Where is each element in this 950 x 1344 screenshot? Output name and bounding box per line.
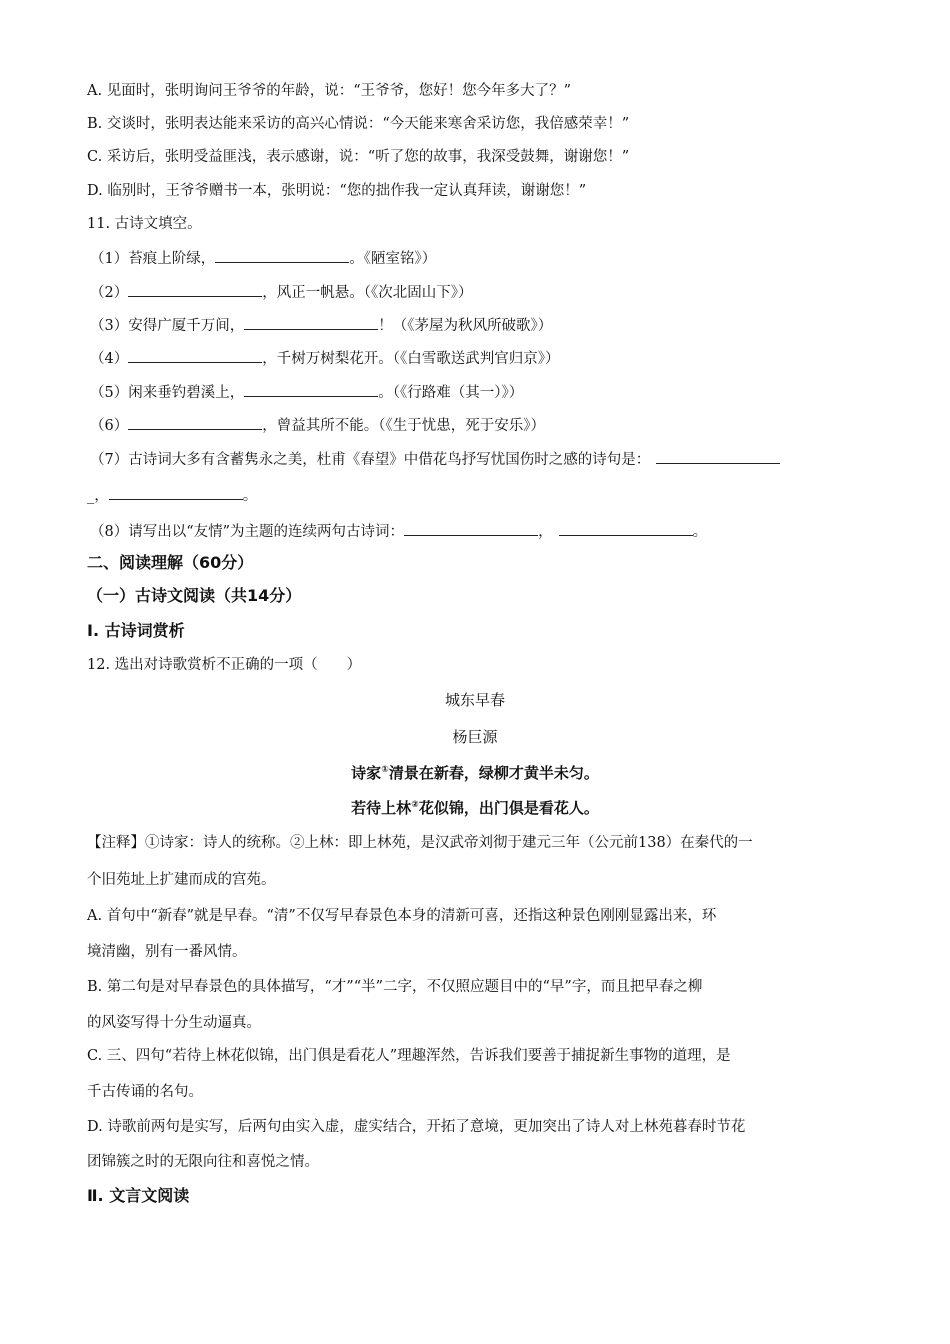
answer-blank[interactable]: [244, 382, 378, 397]
q11-item-1: （1）苔痕上阶绿， 。《陋室铭》）: [90, 248, 436, 269]
q12-option-c: C. 三、四句“若待上林花似锦，出门俱是看花人”理趣浑然，告诉我们要善于捕捉新生事物的道理，是: [87, 1048, 731, 1064]
part-heading: Ⅰ. 古诗词赏析: [87, 621, 185, 640]
q11-item-7: （7）古诗词大多有含蓄隽永之美，杜甫《春望》中借花鸟抒写忧国伤时之感的诗句是：: [90, 449, 780, 470]
q10-option-a: A. 见面时，张明询问王爷爷的年龄，说：“王爷爷，您好！您今年多大了？”: [87, 83, 572, 99]
annotation-line-1: 【注释】①诗家：诗人的统称。②上林：即上林苑，是汉武帝刘彻于建元三年（公元前138）在秦代的一: [87, 835, 753, 851]
q12-option-c-cont: 千古传诵的名句。: [87, 1084, 203, 1100]
q11-item-2: （2） ，风正一帆悬。（《次北固山下》）: [90, 282, 472, 303]
q11-item-8: （8）请写出以“友情”为主题的连续两句古诗词： ， 。: [90, 521, 707, 542]
poem-line-2: 若待上林②花似锦，出门俱是看花人。: [351, 799, 599, 817]
answer-blank[interactable]: [404, 521, 538, 536]
annotation-line-2: 个旧苑址上扩建而成的宫苑。: [87, 872, 276, 888]
subsection-heading: （一）古诗文阅读（共14分）: [87, 586, 302, 605]
poem-title: 城东早春: [444, 691, 505, 709]
q11-title: 11. 古诗文填空。: [87, 216, 202, 232]
answer-blank[interactable]: [559, 521, 693, 536]
q12-option-d-cont: 团锦簇之时的无限向往和喜悦之情。: [87, 1154, 319, 1170]
q11-item-3: （3）安得广厦千万间， ！（《茅屋为秋风所破歌》）: [90, 315, 552, 336]
answer-blank[interactable]: [656, 449, 780, 464]
q12-option-a-cont: 境清幽，别有一番风情。: [87, 944, 247, 960]
answer-blank[interactable]: [244, 315, 378, 330]
poem-line-1: 诗家①清景在新春，绿柳才黄半未匀。: [351, 764, 599, 782]
q12-option-d: D. 诗歌前两句是实写，后两句由实入虚，虚实结合，开拓了意境，更加突出了诗人对上林苑暮春时节花: [87, 1119, 746, 1135]
q11-item-5: （5）闲来垂钓碧溪上， 。（《行路难（其一）》）: [90, 382, 523, 403]
answer-blank[interactable]: [128, 282, 262, 297]
q11-item-6: （6） ，曾益其所不能。（《生于忧患，死于安乐》）: [90, 415, 545, 436]
part-heading: Ⅱ. 文言文阅读: [87, 1186, 190, 1205]
q11-item-7-cont: _， 。: [87, 485, 257, 506]
q12-option-b: B. 第二句是对早春景色的具体描写，“才”“半”二字，不仅照应题目中的“早”字，而且把早春之柳: [87, 979, 703, 995]
poem-author: 杨巨源: [452, 728, 498, 746]
q12-option-a: A. 首句中“新春”就是早春。“清”不仅写早春景色本身的清新可喜，还指这种景色刚刚显露出来，环: [87, 908, 717, 924]
answer-blank[interactable]: [128, 415, 262, 430]
section-heading: 二、阅读理解（60分）: [87, 553, 254, 572]
q10-option-d: D. 临别时，王爷爷赠书一本，张明说：“您的拙作我一定认真拜读，谢谢您！”: [87, 183, 587, 199]
answer-blank[interactable]: [215, 248, 349, 263]
q11-item-4: （4） ，千树万树梨花开。（《白雪歌送武判官归京》）: [90, 348, 559, 369]
answer-blank[interactable]: [128, 348, 262, 363]
q10-option-c: C. 采访后，张明受益匪浅，表示感谢，说：“听了您的故事，我深受鼓舞，谢谢您！”: [87, 149, 630, 165]
q12-title: 12. 选出对诗歌赏析不正确的一项（ ）: [87, 657, 362, 673]
q10-option-b: B. 交谈时，张明表达能来采访的高兴心情说：“今天能来寒舍采访您，我倍感荣幸！”: [87, 116, 630, 132]
q12-option-b-cont: 的风姿写得十分生动逼真。: [87, 1015, 261, 1031]
answer-blank[interactable]: [109, 485, 243, 500]
